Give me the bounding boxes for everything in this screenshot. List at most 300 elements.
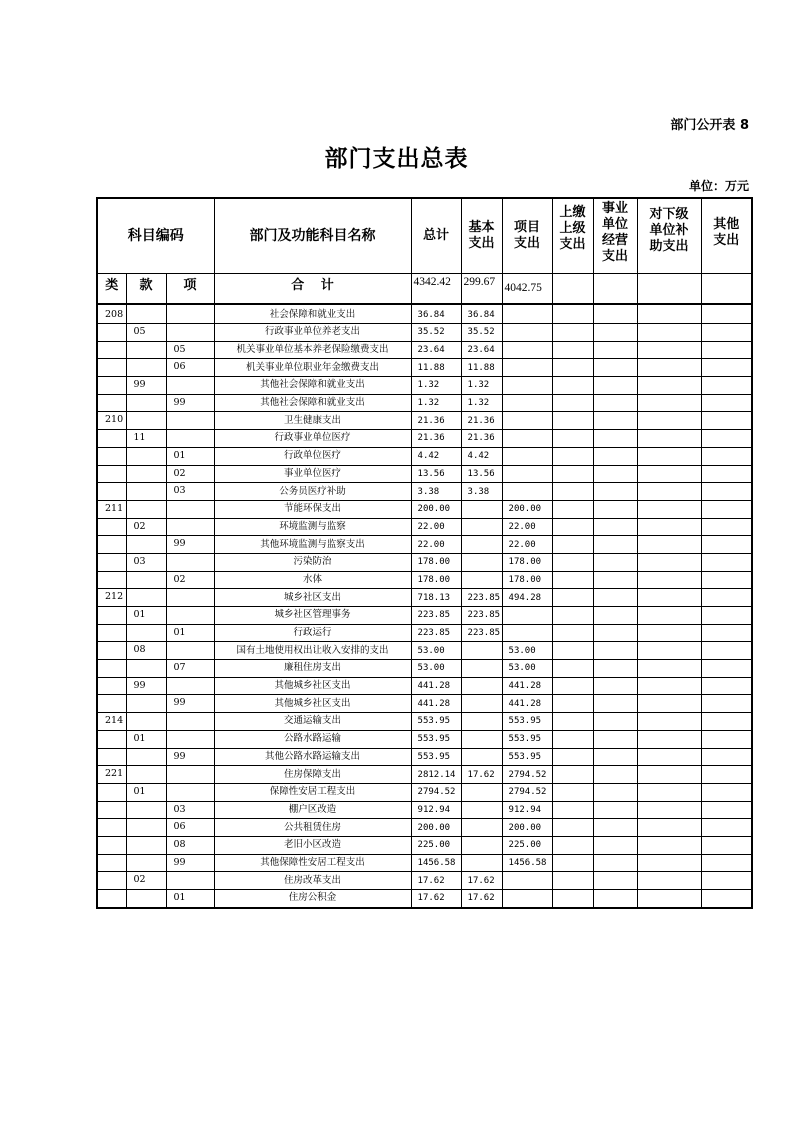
row-upper-cell bbox=[552, 819, 593, 837]
row-kuan-cell bbox=[126, 766, 166, 784]
row-business-cell bbox=[593, 730, 637, 748]
row-xiang-cell: 99 bbox=[166, 748, 214, 766]
row-business-cell bbox=[593, 783, 637, 801]
table-row bbox=[97, 447, 752, 465]
row-lei-cell bbox=[97, 872, 126, 890]
form-number: 部门公开表 8 bbox=[670, 118, 749, 133]
row-upper-cell bbox=[552, 341, 593, 359]
row-upper-cell bbox=[552, 359, 593, 377]
row-other-cell bbox=[701, 465, 752, 483]
row-other-cell bbox=[701, 553, 752, 571]
row-business-cell bbox=[593, 713, 637, 731]
row-upper-cell bbox=[552, 447, 593, 465]
row-upper-cell bbox=[552, 324, 593, 342]
row-business-cell bbox=[593, 801, 637, 819]
row-subsidy-cell bbox=[637, 518, 701, 536]
row-lei-cell bbox=[97, 801, 126, 819]
row-kuan-cell bbox=[126, 854, 166, 872]
row-kuan-cell: 11 bbox=[126, 430, 166, 448]
row-kuan-cell: 99 bbox=[126, 677, 166, 695]
row-lei-cell bbox=[97, 695, 126, 713]
row-project-cell bbox=[502, 430, 552, 448]
row-name-cell: 行政单位医疗 bbox=[214, 447, 411, 465]
header-business: 事业 单位 经营 支出 bbox=[593, 198, 637, 273]
row-lei-cell bbox=[97, 341, 126, 359]
row-total-cell: 21.36 bbox=[411, 430, 461, 448]
row-name-cell: 廉租住房支出 bbox=[214, 660, 411, 678]
row-lei-cell bbox=[97, 660, 126, 678]
row-name-cell: 城乡社区支出 bbox=[214, 589, 411, 607]
row-xiang-cell: 07 bbox=[166, 660, 214, 678]
table-row bbox=[97, 589, 752, 607]
row-subsidy-cell bbox=[637, 836, 701, 854]
row-name-cell: 公务员医疗补助 bbox=[214, 483, 411, 501]
row-other-cell bbox=[701, 304, 752, 324]
row-basic-cell: 17.62 bbox=[461, 766, 502, 784]
row-project-cell bbox=[502, 483, 552, 501]
row-project-cell bbox=[502, 359, 552, 377]
row-name-cell: 公路水路运输 bbox=[214, 730, 411, 748]
row-basic-cell bbox=[461, 854, 502, 872]
row-business-cell bbox=[593, 854, 637, 872]
row-business-cell bbox=[593, 377, 637, 395]
row-subsidy-cell bbox=[637, 819, 701, 837]
header-subsidy: 对下级 单位补 助支出 bbox=[637, 198, 701, 273]
row-xiang-cell: 02 bbox=[166, 465, 214, 483]
row-kuan-cell bbox=[126, 465, 166, 483]
row-business-cell bbox=[593, 589, 637, 607]
row-other-cell bbox=[701, 819, 752, 837]
row-lei-cell bbox=[97, 359, 126, 377]
row-xiang-cell bbox=[166, 430, 214, 448]
row-xiang-cell bbox=[166, 713, 214, 731]
row-basic-cell: 17.62 bbox=[461, 872, 502, 890]
row-other-cell bbox=[701, 730, 752, 748]
row-kuan-cell bbox=[126, 695, 166, 713]
table-row bbox=[97, 660, 752, 678]
row-name-cell: 行政事业单位医疗 bbox=[214, 430, 411, 448]
row-other-cell bbox=[701, 713, 752, 731]
row-upper-cell bbox=[552, 483, 593, 501]
row-xiang-cell: 01 bbox=[166, 447, 214, 465]
row-kuan-cell bbox=[126, 536, 166, 554]
row-total-cell: 3.38 bbox=[411, 483, 461, 501]
row-total-cell: 553.95 bbox=[411, 748, 461, 766]
row-business-cell bbox=[593, 836, 637, 854]
row-project-cell bbox=[502, 465, 552, 483]
row-name-cell: 行政运行 bbox=[214, 624, 411, 642]
row-kuan-cell bbox=[126, 359, 166, 377]
row-other-cell bbox=[701, 801, 752, 819]
row-subsidy-cell bbox=[637, 304, 701, 324]
row-xiang-cell bbox=[166, 553, 214, 571]
row-total-cell: 1.32 bbox=[411, 377, 461, 395]
row-basic-cell: 223.85 bbox=[461, 589, 502, 607]
row-project-cell: 441.28 bbox=[502, 695, 552, 713]
table-row bbox=[97, 713, 752, 731]
row-project-cell: 441.28 bbox=[502, 677, 552, 695]
row-kuan-cell bbox=[126, 713, 166, 731]
row-name-cell: 老旧小区改造 bbox=[214, 836, 411, 854]
row-subsidy-cell bbox=[637, 677, 701, 695]
row-business-cell bbox=[593, 341, 637, 359]
table-row bbox=[97, 677, 752, 695]
row-project-cell bbox=[502, 394, 552, 412]
row-subsidy-cell bbox=[637, 341, 701, 359]
row-other-cell bbox=[701, 483, 752, 501]
row-project-cell: 178.00 bbox=[502, 553, 552, 571]
row-kuan-cell bbox=[126, 500, 166, 518]
row-name-cell: 社会保障和就业支出 bbox=[214, 304, 411, 324]
row-basic-cell: 11.88 bbox=[461, 359, 502, 377]
row-basic-cell bbox=[461, 660, 502, 678]
row-xiang-cell bbox=[166, 589, 214, 607]
table-row bbox=[97, 430, 752, 448]
row-upper-cell bbox=[552, 624, 593, 642]
table-row bbox=[97, 377, 752, 395]
row-upper-cell bbox=[552, 890, 593, 908]
row-kuan-cell: 08 bbox=[126, 642, 166, 660]
row-other-cell bbox=[701, 341, 752, 359]
row-project-cell: 553.95 bbox=[502, 713, 552, 731]
row-total-cell: 17.62 bbox=[411, 872, 461, 890]
row-subsidy-cell bbox=[637, 695, 701, 713]
row-name-cell: 城乡社区管理事务 bbox=[214, 607, 411, 625]
row-basic-cell bbox=[461, 553, 502, 571]
table-row bbox=[97, 624, 752, 642]
row-lei-cell bbox=[97, 783, 126, 801]
row-lei-cell bbox=[97, 854, 126, 872]
row-basic-cell bbox=[461, 677, 502, 695]
row-upper-cell bbox=[552, 412, 593, 430]
row-project-cell: 494.28 bbox=[502, 589, 552, 607]
row-total-cell: 225.00 bbox=[411, 836, 461, 854]
row-subsidy-cell bbox=[637, 713, 701, 731]
table-row bbox=[97, 607, 752, 625]
row-basic-cell: 21.36 bbox=[461, 430, 502, 448]
row-lei-cell bbox=[97, 430, 126, 448]
row-total-cell: 2794.52 bbox=[411, 783, 461, 801]
row-project-cell bbox=[502, 341, 552, 359]
row-subsidy-cell bbox=[637, 483, 701, 501]
row-subsidy-cell bbox=[637, 642, 701, 660]
row-upper-cell bbox=[552, 642, 593, 660]
row-xiang-cell bbox=[166, 412, 214, 430]
row-subsidy-cell bbox=[637, 730, 701, 748]
row-subsidy-cell bbox=[637, 624, 701, 642]
row-other-cell bbox=[701, 394, 752, 412]
row-business-cell bbox=[593, 571, 637, 589]
row-kuan-cell bbox=[126, 341, 166, 359]
row-basic-cell: 35.52 bbox=[461, 324, 502, 342]
row-business-cell bbox=[593, 412, 637, 430]
sum-basic: 299.67 bbox=[461, 273, 502, 304]
row-basic-cell bbox=[461, 783, 502, 801]
row-project-cell: 22.00 bbox=[502, 536, 552, 554]
row-xiang-cell bbox=[166, 324, 214, 342]
row-other-cell bbox=[701, 589, 752, 607]
row-xiang-cell bbox=[166, 677, 214, 695]
table-row bbox=[97, 836, 752, 854]
expenditure-table bbox=[96, 197, 753, 909]
row-business-cell bbox=[593, 695, 637, 713]
row-kuan-cell bbox=[126, 890, 166, 908]
row-name-cell: 事业单位医疗 bbox=[214, 465, 411, 483]
row-kuan-cell bbox=[126, 801, 166, 819]
row-basic-cell bbox=[461, 518, 502, 536]
row-business-cell bbox=[593, 500, 637, 518]
row-total-cell: 200.00 bbox=[411, 500, 461, 518]
row-total-cell: 553.95 bbox=[411, 730, 461, 748]
row-lei-cell bbox=[97, 394, 126, 412]
row-xiang-cell: 01 bbox=[166, 624, 214, 642]
row-name-cell: 棚户区改造 bbox=[214, 801, 411, 819]
row-name-cell: 环境监测与监察 bbox=[214, 518, 411, 536]
row-basic-cell bbox=[461, 536, 502, 554]
row-lei-cell: 211 bbox=[97, 500, 126, 518]
row-total-cell: 912.94 bbox=[411, 801, 461, 819]
row-lei-cell bbox=[97, 642, 126, 660]
row-name-cell: 行政事业单位养老支出 bbox=[214, 324, 411, 342]
row-xiang-cell: 99 bbox=[166, 854, 214, 872]
row-name-cell: 机关事业单位基本养老保险缴费支出 bbox=[214, 341, 411, 359]
row-subsidy-cell bbox=[637, 377, 701, 395]
row-upper-cell bbox=[552, 304, 593, 324]
row-project-cell: 200.00 bbox=[502, 819, 552, 837]
row-subsidy-cell bbox=[637, 748, 701, 766]
row-total-cell: 21.36 bbox=[411, 412, 461, 430]
row-other-cell bbox=[701, 660, 752, 678]
row-kuan-cell bbox=[126, 748, 166, 766]
row-total-cell: 223.85 bbox=[411, 624, 461, 642]
row-other-cell bbox=[701, 677, 752, 695]
row-xiang-cell bbox=[166, 518, 214, 536]
row-lei-cell bbox=[97, 571, 126, 589]
row-project-cell: 1456.58 bbox=[502, 854, 552, 872]
row-total-cell: 22.00 bbox=[411, 518, 461, 536]
sum-upper bbox=[552, 273, 593, 304]
row-upper-cell bbox=[552, 783, 593, 801]
row-basic-cell bbox=[461, 801, 502, 819]
row-kuan-cell bbox=[126, 304, 166, 324]
table-row bbox=[97, 359, 752, 377]
row-other-cell bbox=[701, 324, 752, 342]
row-total-cell: 13.56 bbox=[411, 465, 461, 483]
row-kuan-cell bbox=[126, 412, 166, 430]
row-name-cell: 其他社会保障和就业支出 bbox=[214, 377, 411, 395]
row-kuan-cell: 01 bbox=[126, 783, 166, 801]
row-total-cell: 178.00 bbox=[411, 571, 461, 589]
row-lei-cell bbox=[97, 377, 126, 395]
header-project: 项目 支出 bbox=[502, 198, 552, 273]
row-project-cell: 22.00 bbox=[502, 518, 552, 536]
row-subsidy-cell bbox=[637, 783, 701, 801]
row-total-cell: 718.13 bbox=[411, 589, 461, 607]
table-row bbox=[97, 324, 752, 342]
row-subsidy-cell bbox=[637, 394, 701, 412]
row-kuan-cell: 01 bbox=[126, 607, 166, 625]
row-upper-cell bbox=[552, 607, 593, 625]
table-row bbox=[97, 819, 752, 837]
row-other-cell bbox=[701, 836, 752, 854]
row-lei-cell: 208 bbox=[97, 304, 126, 324]
row-total-cell: 441.28 bbox=[411, 695, 461, 713]
row-basic-cell: 21.36 bbox=[461, 412, 502, 430]
row-name-cell: 国有土地使用权出让收入安排的支出 bbox=[214, 642, 411, 660]
row-business-cell bbox=[593, 819, 637, 837]
row-total-cell: 17.62 bbox=[411, 890, 461, 908]
row-subsidy-cell bbox=[637, 553, 701, 571]
row-name-cell: 其他城乡社区支出 bbox=[214, 677, 411, 695]
row-kuan-cell bbox=[126, 660, 166, 678]
row-project-cell bbox=[502, 872, 552, 890]
row-upper-cell bbox=[552, 660, 593, 678]
row-kuan-cell bbox=[126, 624, 166, 642]
row-basic-cell bbox=[461, 748, 502, 766]
row-lei-cell bbox=[97, 624, 126, 642]
row-other-cell bbox=[701, 500, 752, 518]
table-row bbox=[97, 766, 752, 784]
page-title: 部门支出总表 bbox=[324, 146, 469, 172]
row-upper-cell bbox=[552, 854, 593, 872]
row-basic-cell bbox=[461, 836, 502, 854]
row-other-cell bbox=[701, 359, 752, 377]
row-name-cell: 其他公路水路运输支出 bbox=[214, 748, 411, 766]
row-lei-cell bbox=[97, 819, 126, 837]
row-project-cell: 2794.52 bbox=[502, 783, 552, 801]
row-upper-cell bbox=[552, 465, 593, 483]
row-kuan-cell bbox=[126, 447, 166, 465]
row-project-cell bbox=[502, 412, 552, 430]
row-basic-cell: 223.85 bbox=[461, 607, 502, 625]
row-subsidy-cell bbox=[637, 536, 701, 554]
row-upper-cell bbox=[552, 430, 593, 448]
row-other-cell bbox=[701, 766, 752, 784]
table-row bbox=[97, 783, 752, 801]
table-row bbox=[97, 341, 752, 359]
sum-subsidy bbox=[637, 273, 701, 304]
row-basic-cell: 223.85 bbox=[461, 624, 502, 642]
row-total-cell: 178.00 bbox=[411, 553, 461, 571]
row-lei-cell: 221 bbox=[97, 766, 126, 784]
row-business-cell bbox=[593, 430, 637, 448]
row-other-cell bbox=[701, 571, 752, 589]
sum-project: 4042.75 bbox=[502, 273, 552, 304]
row-basic-cell bbox=[461, 730, 502, 748]
row-business-cell bbox=[593, 394, 637, 412]
sum-other bbox=[701, 273, 752, 304]
row-name-cell: 其他城乡社区支出 bbox=[214, 695, 411, 713]
row-kuan-cell: 02 bbox=[126, 518, 166, 536]
row-other-cell bbox=[701, 695, 752, 713]
row-xiang-cell: 08 bbox=[166, 836, 214, 854]
row-name-cell: 住房公积金 bbox=[214, 890, 411, 908]
row-total-cell: 441.28 bbox=[411, 677, 461, 695]
row-kuan-cell: 01 bbox=[126, 730, 166, 748]
row-other-cell bbox=[701, 624, 752, 642]
row-total-cell: 200.00 bbox=[411, 819, 461, 837]
header-code-group: 科目编码 bbox=[97, 198, 214, 273]
row-basic-cell bbox=[461, 695, 502, 713]
row-subsidy-cell bbox=[637, 890, 701, 908]
row-lei-cell: 212 bbox=[97, 589, 126, 607]
row-business-cell bbox=[593, 872, 637, 890]
row-basic-cell: 13.56 bbox=[461, 465, 502, 483]
table-row bbox=[97, 642, 752, 660]
row-lei-cell bbox=[97, 890, 126, 908]
row-subsidy-cell bbox=[637, 430, 701, 448]
row-subsidy-cell bbox=[637, 854, 701, 872]
row-subsidy-cell bbox=[637, 447, 701, 465]
table-row bbox=[97, 872, 752, 890]
row-upper-cell bbox=[552, 571, 593, 589]
row-upper-cell bbox=[552, 518, 593, 536]
row-xiang-cell bbox=[166, 783, 214, 801]
row-name-cell: 其他保障性安居工程支出 bbox=[214, 854, 411, 872]
row-xiang-cell bbox=[166, 304, 214, 324]
row-name-cell: 其他环境监测与监察支出 bbox=[214, 536, 411, 554]
row-kuan-cell bbox=[126, 483, 166, 501]
header-name: 部门及功能科目名称 bbox=[214, 198, 411, 273]
row-subsidy-cell bbox=[637, 766, 701, 784]
row-upper-cell bbox=[552, 553, 593, 571]
row-project-cell: 912.94 bbox=[502, 801, 552, 819]
row-upper-cell bbox=[552, 713, 593, 731]
row-xiang-cell bbox=[166, 872, 214, 890]
row-project-cell: 53.00 bbox=[502, 642, 552, 660]
row-other-cell bbox=[701, 872, 752, 890]
row-name-cell: 住房改革支出 bbox=[214, 872, 411, 890]
row-subsidy-cell bbox=[637, 324, 701, 342]
row-lei-cell: 210 bbox=[97, 412, 126, 430]
row-lei-cell bbox=[97, 465, 126, 483]
row-project-cell: 178.00 bbox=[502, 571, 552, 589]
row-project-cell bbox=[502, 624, 552, 642]
table-row bbox=[97, 304, 752, 324]
row-project-cell bbox=[502, 607, 552, 625]
row-business-cell bbox=[593, 536, 637, 554]
row-lei-cell bbox=[97, 553, 126, 571]
row-name-cell: 节能环保支出 bbox=[214, 500, 411, 518]
table-row bbox=[97, 730, 752, 748]
row-kuan-cell: 99 bbox=[126, 377, 166, 395]
table-row bbox=[97, 553, 752, 571]
row-xiang-cell bbox=[166, 642, 214, 660]
row-lei-cell bbox=[97, 536, 126, 554]
row-total-cell: 1.32 bbox=[411, 394, 461, 412]
row-other-cell bbox=[701, 854, 752, 872]
row-business-cell bbox=[593, 447, 637, 465]
row-other-cell bbox=[701, 783, 752, 801]
sum-business bbox=[593, 273, 637, 304]
row-subsidy-cell bbox=[637, 571, 701, 589]
row-total-cell: 22.00 bbox=[411, 536, 461, 554]
row-lei-cell bbox=[97, 836, 126, 854]
row-subsidy-cell bbox=[637, 801, 701, 819]
row-project-cell: 225.00 bbox=[502, 836, 552, 854]
row-xiang-cell: 99 bbox=[166, 695, 214, 713]
row-business-cell bbox=[593, 890, 637, 908]
row-xiang-cell: 03 bbox=[166, 801, 214, 819]
row-other-cell bbox=[701, 430, 752, 448]
row-kuan-cell bbox=[126, 394, 166, 412]
row-name-cell: 卫生健康支出 bbox=[214, 412, 411, 430]
row-xiang-cell bbox=[166, 766, 214, 784]
row-other-cell bbox=[701, 642, 752, 660]
row-basic-cell: 17.62 bbox=[461, 890, 502, 908]
row-lei-cell bbox=[97, 677, 126, 695]
row-other-cell bbox=[701, 607, 752, 625]
